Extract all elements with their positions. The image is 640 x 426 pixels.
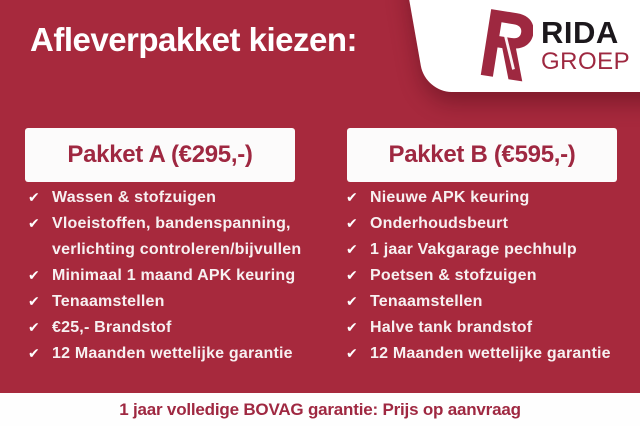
list-item	[346, 189, 640, 215]
list-item	[346, 241, 640, 267]
check-icon: ✔	[28, 320, 40, 336]
check-icon: ✔	[28, 268, 40, 284]
list-item-text: Tenaamstellen	[370, 293, 483, 310]
list-item	[28, 215, 338, 267]
logo-suffix-label: GROEP	[541, 47, 631, 75]
footer-bar	[0, 393, 640, 426]
list-item-text: Vloeistoffen, bandenspanning,	[52, 215, 291, 232]
list-item	[346, 293, 640, 319]
list-item-text: Nieuwe APK keuring	[370, 189, 530, 206]
check-icon: ✔	[346, 346, 358, 362]
package-b-title: Pakket B (€595,-)	[388, 141, 576, 168]
logo-brand-label: RIDA	[541, 14, 619, 50]
list-item	[346, 267, 640, 293]
list-item-text: Minimaal 1 maand APK keuring	[52, 267, 296, 284]
list-item-text: €25,- Brandstof	[52, 319, 172, 336]
logo-text	[541, 14, 631, 75]
check-icon: ✔	[28, 346, 40, 362]
footer-text: 1 jaar volledige BOVAG garantie: Prijs op aanvraag	[119, 399, 521, 419]
check-icon: ✔	[346, 216, 358, 232]
package-a-header	[25, 128, 295, 182]
list-item-text: Wassen & stofzuigen	[52, 189, 217, 206]
check-icon: ✔	[28, 216, 40, 232]
list-item	[28, 293, 338, 319]
check-icon: ✔	[346, 242, 358, 258]
rida-r-logo-icon	[477, 8, 533, 82]
list-item-text: Poetsen & stofzuigen	[370, 267, 537, 284]
check-icon: ✔	[28, 190, 40, 206]
check-icon: ✔	[346, 294, 358, 310]
list-item-text: Halve tank brandstof	[370, 319, 533, 336]
package-a-title: Pakket A (€295,-)	[67, 141, 253, 168]
check-icon: ✔	[346, 190, 358, 206]
list-item-text: Onderhoudsbeurt	[370, 215, 509, 232]
list-item	[28, 267, 338, 293]
list-item	[346, 319, 640, 345]
check-icon: ✔	[28, 294, 40, 310]
page-title: Afleverpakket kiezen:	[30, 21, 357, 58]
package-a-feature-list	[28, 189, 338, 371]
list-item-text: 1 jaar Vakgarage pechhulp	[370, 241, 577, 258]
list-item	[346, 215, 640, 241]
list-item	[28, 345, 338, 371]
list-item	[28, 319, 338, 345]
package-b-feature-list	[346, 189, 640, 371]
list-item	[346, 345, 640, 371]
list-item-text: Tenaamstellen	[52, 293, 165, 310]
check-icon: ✔	[346, 268, 358, 284]
list-item	[28, 189, 338, 215]
list-item-text: 12 Maanden wettelijke garantie	[370, 345, 611, 362]
rida-groep-logo	[477, 3, 640, 87]
list-item-text: verlichting controleren/bijvullen	[52, 241, 302, 258]
package-b-header	[347, 128, 617, 182]
list-item-text: 12 Maanden wettelijke garantie	[52, 345, 293, 362]
check-icon: ✔	[346, 320, 358, 336]
